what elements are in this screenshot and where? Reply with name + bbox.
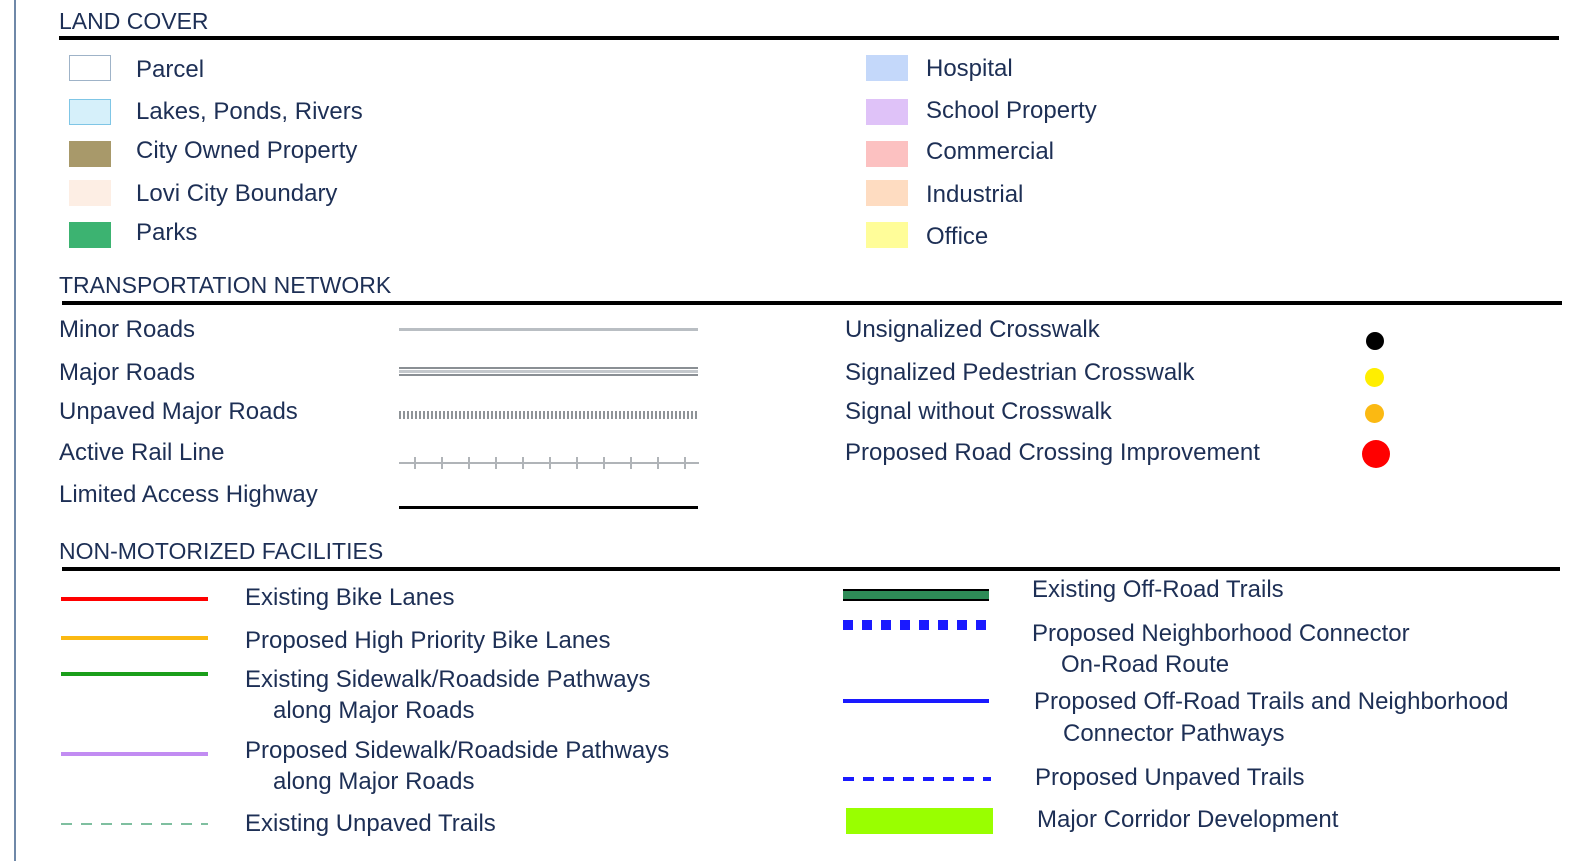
legend-label-existing-unpaved-trails: Existing Unpaved Trails [245,810,496,837]
legend-label-neighborhood-connector: Proposed Neighborhood Connector [1032,620,1410,647]
road-crossing-improvement-dot [1362,440,1390,468]
existing-unpaved-trails-symbol [61,823,208,825]
major-roads-symbol-top [399,367,698,369]
legend-label-limited-access-highway: Limited Access Highway [59,481,318,508]
legend-label-water: Lakes, Ponds, Rivers [136,98,363,125]
parcel-swatch [69,55,111,81]
minor-roads-symbol [399,328,698,331]
signal-without-crosswalk-dot [1365,404,1384,423]
legend-label-major-corridor: Major Corridor Development [1037,806,1339,833]
legend-label-office: Office [926,223,989,250]
legend-label-proposed-sidewalk-line2: along Major Roads [273,768,475,795]
legend-label-signal-without-crosswalk: Signal without Crosswalk [845,398,1112,425]
existing-off-road-trails-symbol [843,589,989,601]
city-owned-swatch [69,141,111,167]
signalized-crosswalk-dot [1365,368,1384,387]
legend-label-off-road-trails-line2: Connector Pathways [1063,720,1285,747]
industrial-swatch [866,180,908,206]
legend-label-proposed-bike-lanes: Proposed High Priority Bike Lanes [245,627,611,654]
legend-label-road-crossing-improvement: Proposed Road Crossing Improvement [845,439,1260,466]
legend-label-city-owned: City Owned Property [136,137,358,164]
proposed-sidewalk-symbol [61,752,208,756]
proposed-bike-lanes-symbol [61,636,208,640]
legend-label-minor-roads: Minor Roads [59,316,196,343]
section-title-land-cover: LAND COVER [59,8,209,34]
commercial-swatch [866,141,908,167]
city-boundary-swatch [69,180,111,206]
legend-label-industrial: Industrial [926,181,1024,208]
section-divider [62,567,1560,571]
existing-sidewalk-symbol [61,672,208,676]
legend-label-school: School Property [926,97,1097,124]
legend-frame-border [14,0,16,861]
off-road-trails-symbol [843,699,989,703]
legend-label-existing-sidewalk: Existing Sidewalk/Roadside Pathways [245,666,651,693]
legend-label-rail-line: Active Rail Line [59,439,225,466]
legend-label-hospital: Hospital [926,55,1013,82]
section-divider [62,301,1562,305]
proposed-unpaved-trails-symbol [843,777,991,781]
legend-label-unpaved-major-roads: Unpaved Major Roads [59,398,298,425]
section-divider [59,36,1559,40]
unpaved-roads-symbol [399,411,698,419]
legend-label-signalized-crosswalk: Signalized Pedestrian Crosswalk [845,359,1195,386]
highway-symbol [399,506,698,509]
legend-label-existing-sidewalk-line2: along Major Roads [273,697,475,724]
legend-label-neighborhood-connector-line2: On-Road Route [1061,651,1230,678]
hospital-swatch [866,55,908,81]
neighborhood-connector-symbol [843,620,991,630]
legend-label-city-boundary: Lovi City Boundary [136,180,338,207]
school-swatch [866,99,908,125]
legend-label-off-road-trails: Proposed Off-Road Trails and Neighborhood [1034,688,1509,715]
legend-label-proposed-unpaved-trails: Proposed Unpaved Trails [1035,764,1305,791]
legend-label-parks: Parks [136,219,198,246]
major-roads-symbol-middle [399,370,698,373]
legend-label-major-roads: Major Roads [59,359,196,386]
major-corridor-symbol [846,808,993,834]
legend-label-proposed-sidewalk: Proposed Sidewalk/Roadside Pathways [245,737,670,764]
legend-label-existing-bike-lanes: Existing Bike Lanes [245,584,455,611]
parks-swatch [69,222,111,248]
unsignalized-crosswalk-dot [1366,332,1384,350]
rail-line-symbol [399,454,699,472]
major-roads-symbol-bottom [399,374,698,376]
legend-label-commercial: Commercial [926,138,1055,165]
section-title-nonmotorized: NON-MOTORIZED FACILITIES [59,538,384,564]
office-swatch [866,222,908,248]
legend-label-existing-off-road-trails: Existing Off-Road Trails [1032,576,1284,603]
legend-label-unsignalized-crosswalk: Unsignalized Crosswalk [845,316,1100,343]
existing-bike-lanes-symbol [61,597,208,601]
section-title-transportation: TRANSPORTATION NETWORK [59,272,392,298]
legend-label-parcel: Parcel [136,56,205,83]
water-swatch [69,99,111,125]
